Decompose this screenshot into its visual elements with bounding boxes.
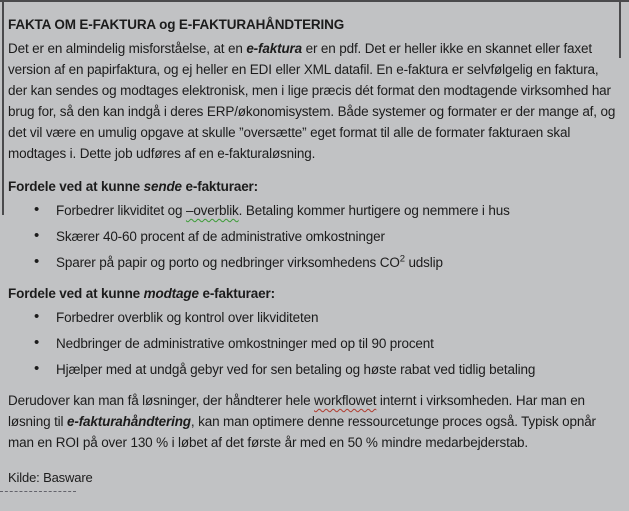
text-segment: internt i virksomheden. Har man en løsning til: [8, 393, 585, 429]
outro-paragraph: [8, 390, 621, 453]
bullet-item: [8, 307, 621, 328]
bullet-item: [8, 333, 621, 354]
box-border-left: [2, 0, 4, 215]
send-section-heading: [8, 176, 621, 197]
text-segment: modtage: [143, 286, 199, 301]
text-segment: e-fakturaer:: [181, 179, 258, 194]
send-benefits-list: [8, 200, 621, 273]
text-segment: –overblik: [185, 203, 239, 218]
bullet-item: [8, 200, 621, 221]
box-border-right: [619, 0, 621, 58]
text-segment: Det er en almindelig misforståelse, at en: [8, 41, 247, 56]
text-segment: Forbedrer overblik og kontrol over likviditeten: [56, 310, 319, 325]
text-segment: . Betaling kommer hurtigere og nemmere i hus: [238, 203, 510, 218]
text-segment: Sparer på papir og porto og nedbringer virksomhedens CO: [56, 255, 400, 270]
receive-section-heading: [8, 283, 621, 304]
text-segment: Fordele ved at kunne: [8, 179, 144, 194]
text-segment: sende: [143, 179, 182, 194]
bullet-item: [8, 252, 621, 273]
text-segment: workflowet: [314, 393, 377, 408]
bullet-item: [8, 226, 621, 247]
receive-benefits-list: [8, 307, 621, 380]
bullet-item: [8, 359, 621, 380]
text-segment: Nedbringer de administrative omkostninger med op til 90 procent: [56, 336, 434, 351]
text-segment: udslip: [404, 255, 443, 270]
text-segment: e-faktura: [246, 41, 302, 56]
intro-paragraph: [8, 38, 621, 164]
text-segment: e-fakturaer:: [198, 286, 275, 301]
source-credit: Kilde: Basware: [8, 470, 93, 485]
text-segment: Derudover kan man få løsninger, der håndterer hele: [8, 393, 315, 408]
dotted-line-artifact: [0, 491, 76, 492]
text-segment: Fordele ved at kunne: [8, 286, 144, 301]
text-segment: e-fakturahåndtering: [66, 414, 191, 429]
text-segment: , kan man optimere denne ressourcetunge proces også. Typisk opnår man en ROI på over 130 % i løbet af det første år med en 50 % mindre medarbejderstab.: [8, 414, 596, 450]
text-segment: er en pdf. Det er heller ikke en skannet eller faxet version af en papirfaktura, og ej heller en EDI eller XML datafil. En e-faktura er selvfølgelig en faktura, der kan sendes og modtages elektronisk, men i lige præcis dét format den modtagende virksomhed har brug for, så den kan indgå i deres ERP/økonomisystem. Både systemer og formater er der mange af, og det vil være en umulig opgave at skulle ”oversætte” eget format til alle de formater fakturaen skal modtages i. Dette job udføres af en e-fakturaløsning.: [8, 41, 616, 161]
text-segment: Hjælper med at undgå gebyr ved for sen betaling og høste rabat ved tidlig betaling: [56, 362, 536, 377]
text-segment: 2: [399, 253, 405, 265]
box-border-top: [0, 0, 629, 2]
document-title: FAKTA OM E-FAKTURA og E-FAKTURAHÅNDTERING: [8, 17, 345, 32]
text-segment: Skærer 40-60 procent af de administrative omkostninger: [56, 229, 385, 244]
text-segment: Forbedrer likviditet og: [56, 203, 186, 218]
